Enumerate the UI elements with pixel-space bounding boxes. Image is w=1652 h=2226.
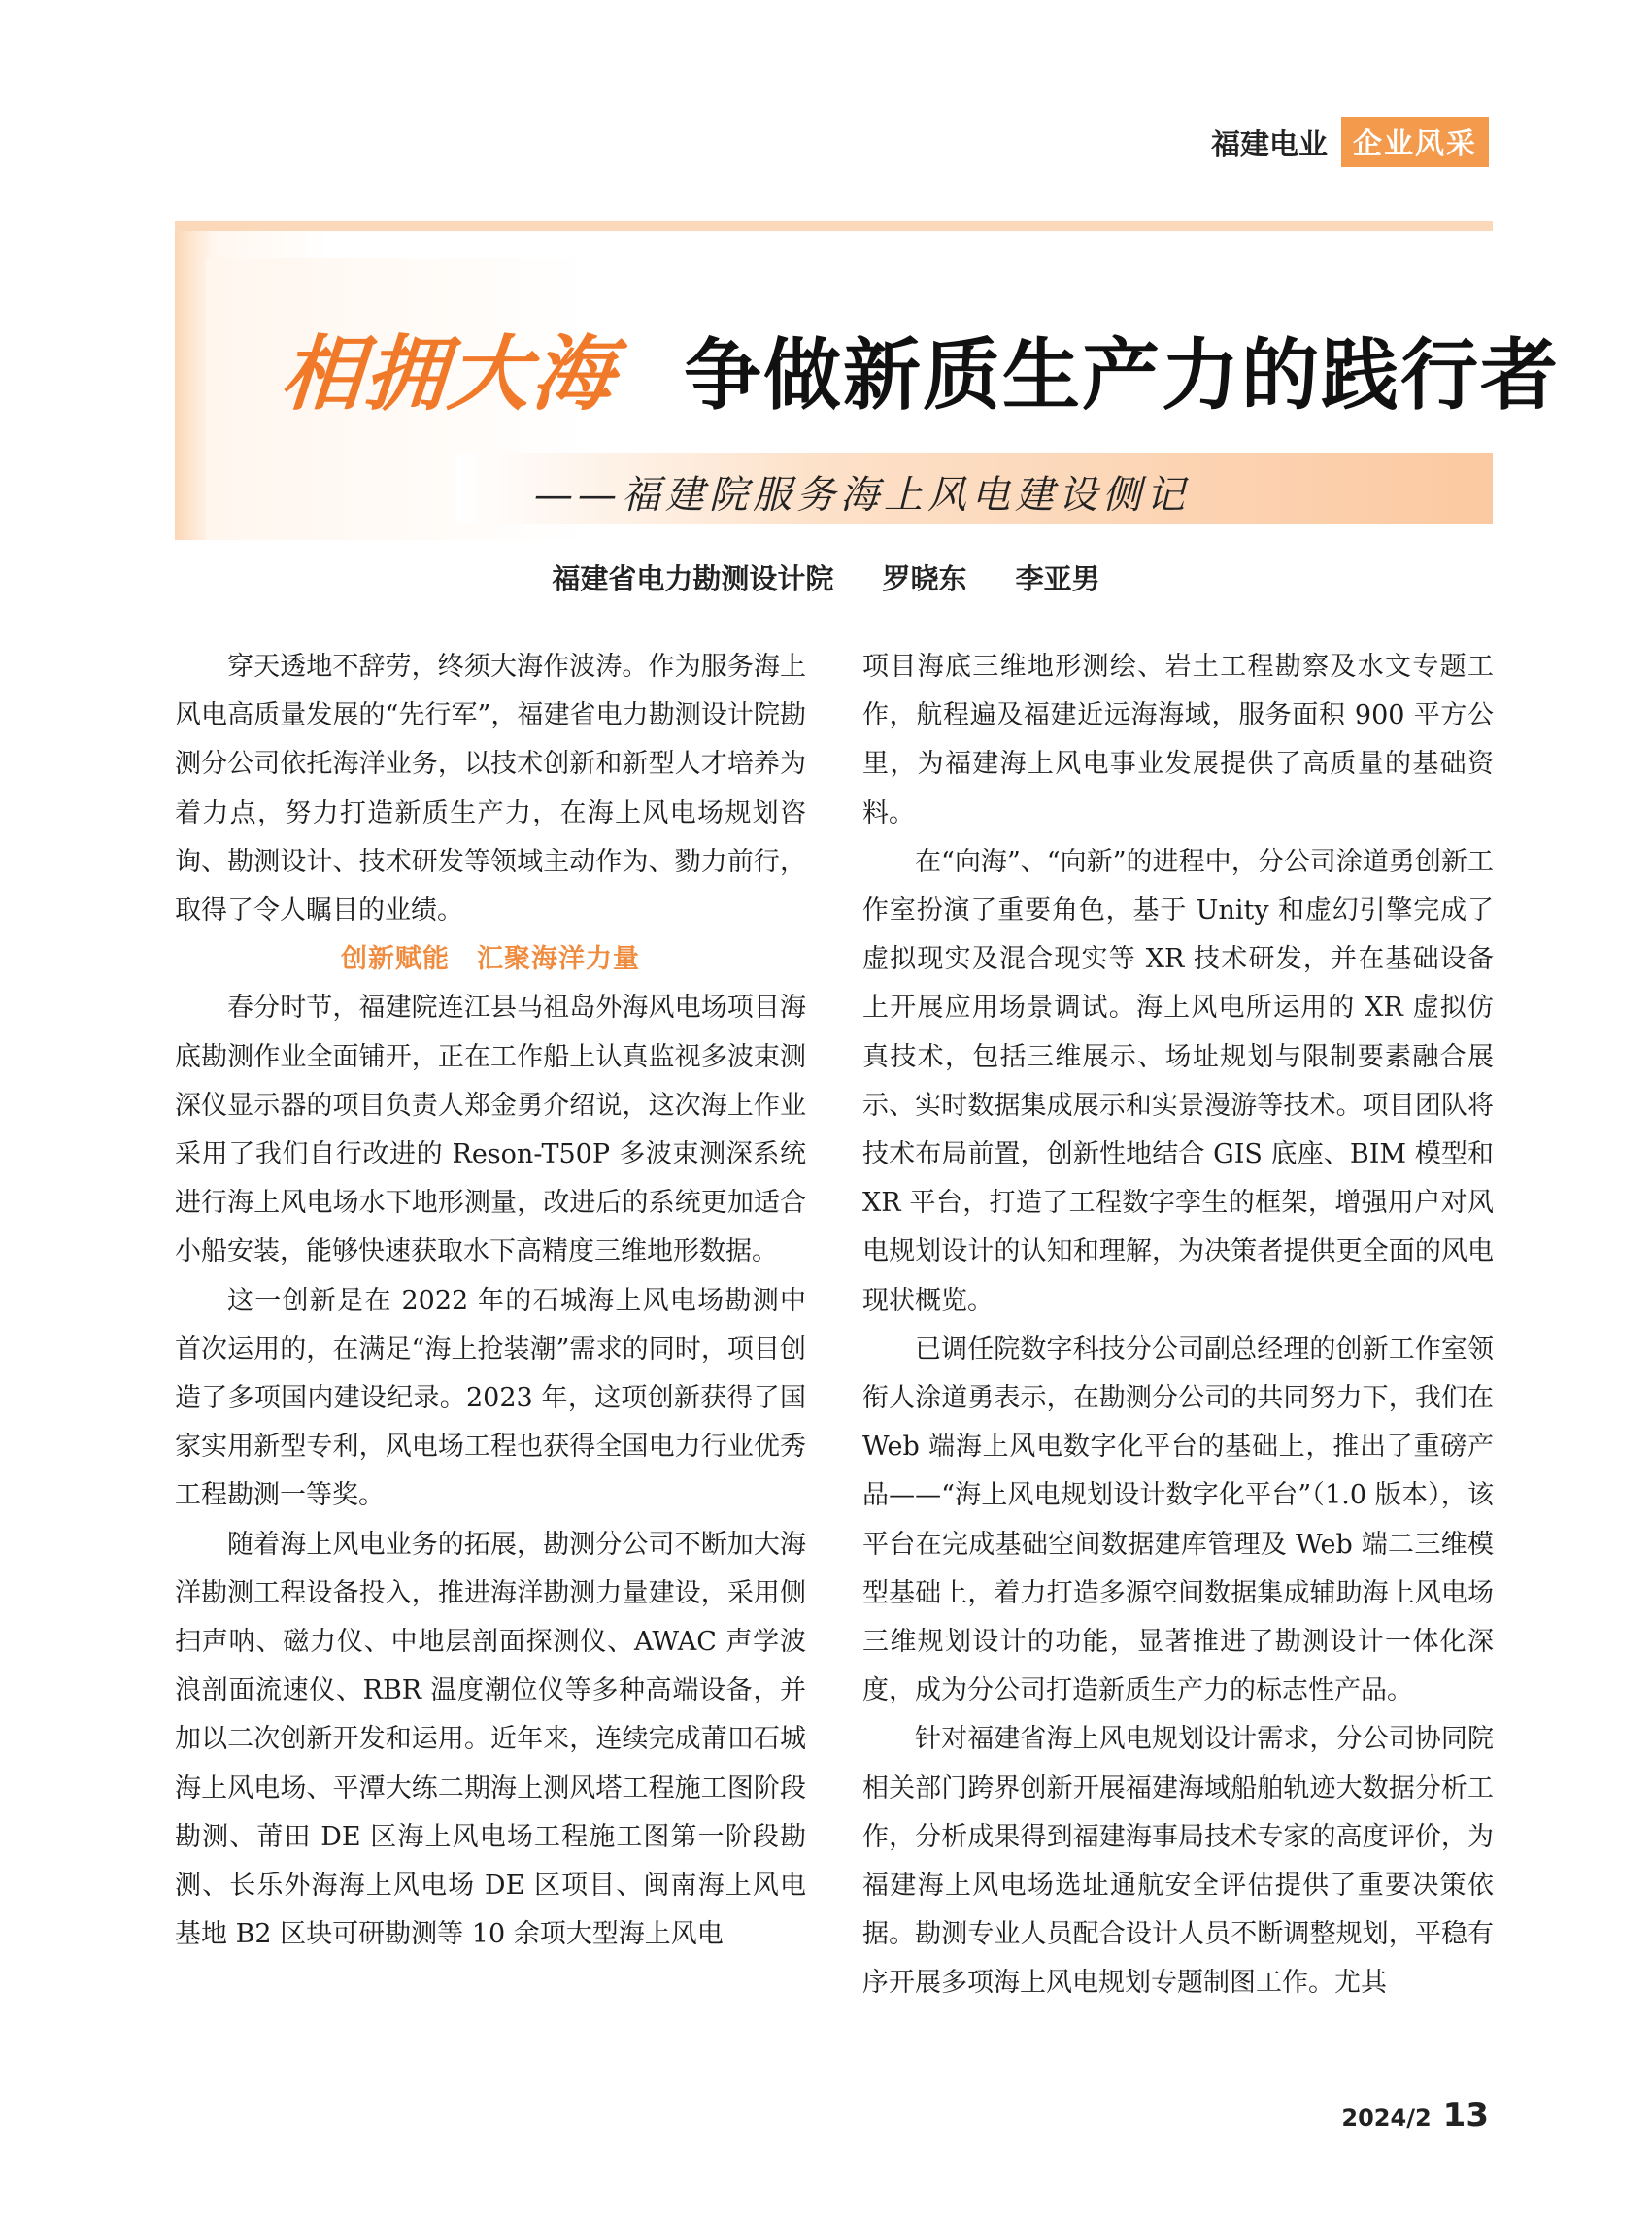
paragraph: 随着海上风电业务的拓展，勘测分公司不断加大海洋勘测工程设备投入，推进海洋勘测力量建设，采用侧扫声呐、磁力仪、中地层剖面探测仪、AWAC 声学波浪剖面流速仪、RBR 温度潮位仪等多种高端设备，并加以二次创新开发和运用。近年来，连续完成莆田石城海上风电场、平潭大练二期海上测风塔工程施工图阶段勘测、莆田 DE 区海上风电场工程施工图第一阶段勘测、长乐外海海上风电场 DE 区项目、闽南海上风电基地 B2 区块可研勘测等 10 余项大型海上风电	[175, 1529, 806, 1950]
byline-author-2: 李亚男	[1015, 562, 1100, 595]
paragraph: 这一创新是在 2022 年的石城海上风电场勘测中首次运用的，在满足“海上抢装潮”需求的同时，项目创造了多项国内建设纪录。2023 年，这项创新获得了国家实用新型专利，风电场工程也获得全国电力行业优秀工程勘测一等奖。	[175, 1285, 806, 1511]
section-heading-part-2: 汇聚海洋力量	[477, 944, 640, 975]
paragraph: 春分时节，福建院连江县马祖岛外海风电场项目海底勘测作业全面铺开，正在工作船上认真监视多波束测深仪显示器的项目负责人郑金勇介绍说，这次海上作业采用了我们自行改进的 Reson-T50P 多波束测深系统进行海上风电场水下地形测量，改进后的系统更加适合小船安装，能够快速获取水下高精度三维地形数据。	[175, 993, 806, 1267]
paragraph: 针对福建省海上风电规划设计需求，分公司协同院相关部门跨界创新开展福建海域船舶轨迹大数据分析工作，分析成果得到福建海事局技术专家的高度评价，为福建海上风电场选址通航安全评估提供了重要决策依据。勘测专业人员配合设计人员不断调整规划，平稳有序开展多项海上风电规划专题制图工作。尤其	[862, 1724, 1494, 1999]
magazine-name: 福建电业	[1211, 128, 1328, 162]
paragraph: 穿天透地不辞劳，终须大海作波涛。作为服务海上风电高质量发展的“先行军”，福建省电力勘测设计院勘测分公司依托海洋业务，以技术创新和新型人才培养为着力点，努力打造新质生产力，在海上风电场规划咨询、勘测设计、技术研发等领域主动作为、勠力前行，取得了令人瞩目的业绩。	[175, 652, 806, 927]
article-title	[278, 309, 1561, 426]
byline-author-1: 罗晓东	[882, 562, 967, 595]
running-header	[1211, 117, 1489, 167]
title-lead: 相拥大海	[278, 326, 619, 422]
section-heading-part-1: 创新赋能	[341, 944, 450, 975]
page-footer	[1341, 2096, 1489, 2135]
byline	[0, 557, 1652, 597]
title-main: 争做新质生产力的践行者	[684, 329, 1561, 421]
paragraph: 已调任院数字科技分公司副总经理的创新工作室领衔人涂道勇表示，在勘测分公司的共同努力下，我们在 Web 端海上风电数字化平台的基础上，推出了重磅产品——“海上风电规划设计数字化平台”（1.0 版本），该平台在完成基础空间数据建库管理及 Web 端二三维模型基础上，着力打造多源空间数据集成辅助海上风电场三维规划设计的功能，显著推进了勘测设计一体化深度，成为分公司打造新质生产力的标志性产品。	[862, 1333, 1494, 1706]
paragraph-continued: 项目海底三维地形测绘、岩土工程勘察及水文专题工作，航程遍及福建近远海海域，服务面积 900 平方公里，为福建海上风电事业发展提供了高质量的基础资料。	[862, 652, 1494, 828]
section-tag: 企业风采	[1341, 117, 1489, 167]
page-number: 13	[1442, 2096, 1489, 2135]
left-column	[175, 643, 806, 1959]
byline-org: 福建省电力勘测设计院	[552, 562, 834, 595]
article-subtitle: ——福建院服务海上风电建设侧记	[534, 473, 1190, 518]
right-column	[862, 643, 1494, 2008]
issue-number: 2024/2	[1341, 2105, 1432, 2132]
section-heading	[175, 935, 806, 984]
paragraph: 在“向海”、“向新”的进程中，分公司涂道勇创新工作室扮演了重要角色，基于 Unity 和虚幻引擎完成了虚拟现实及混合现实等 XR 技术研发，并在基础设备上开展应用场景调试。海上风电所运用的 XR 虚拟仿真技术，包括三维展示、场址规划与限制要素融合展示、实时数据集成展示和实景漫游等技术。项目团队将技术布局前置，创新性地结合 GIS 底座、BIM 模型和 XR 平台，打造了工程数字孪生的框架，增强用户对风电规划设计的认知和理解，为决策者提供更全面的风电现状概览。	[862, 846, 1494, 1316]
